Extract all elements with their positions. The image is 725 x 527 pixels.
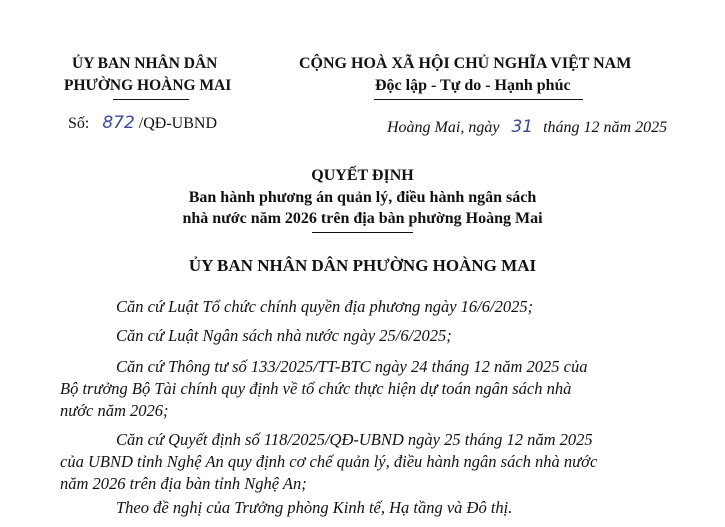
issue-date-prefix: Hoàng Mai, ngày: [387, 119, 500, 136]
document-number-label: Số:: [68, 115, 90, 132]
basis-line: nước năm 2026;: [60, 401, 169, 420]
basis-line: Căn cứ Luật Ngân sách nhà nước ngày 25/6/2025;: [116, 326, 452, 345]
issuer-name: ỦY BAN NHÂN DÂN: [72, 55, 218, 72]
basis-paragraph: [59, 325, 672, 347]
subtitle-underline: [312, 232, 413, 233]
issue-date-suffix: tháng 12 năm 2025: [543, 119, 668, 136]
basis-paragraph: [59, 497, 672, 519]
national-title: CỘNG HOÀ XÃ HỘI CHỦ NGHĨA VIỆT NAM: [299, 55, 632, 72]
document-number: [68, 113, 217, 133]
document-number-handwritten: 872: [102, 113, 135, 133]
decision-subtitle-line2: nhà nước năm 2026 trên địa bàn phường Hoàng Mai: [182, 210, 543, 227]
decision-subtitle-line1: Ban hành phương án quản lý, điều hành ngân sách: [188, 189, 537, 206]
issuer-underline: [113, 99, 189, 100]
issuer-ward: PHƯỜNG HOÀNG MAI: [64, 77, 232, 94]
basis-line: Căn cứ Luật Tổ chức chính quyền địa phương ngày 16/6/2025;: [116, 297, 534, 316]
basis-paragraph: [59, 296, 672, 318]
decision-title: QUYẾT ĐỊNH: [311, 167, 414, 184]
basis-line: Theo đề nghị của Trưởng phòng Kinh tế, Hạ tầng và Đô thị.: [116, 498, 513, 517]
issue-date-day-handwritten: 31: [511, 117, 534, 137]
motto-underline: [374, 99, 583, 100]
decision-issuer: ỦY BAN NHÂN DÂN PHƯỜNG HOÀNG MAI: [188, 256, 537, 275]
basis-line: năm 2026 trên địa bàn tỉnh Nghệ An;: [60, 474, 307, 493]
basis-line: Căn cứ Thông tư số 133/2025/TT-BTC ngày 24 tháng 12 năm 2025 của: [116, 357, 588, 376]
basis-line: Căn cứ Quyết định số 118/2025/QĐ-UBND ngày 25 tháng 12 năm 2025: [116, 430, 593, 449]
basis-line: Bộ trưởng Bộ Tài chính quy định về tổ chức thực hiện dự toán ngân sách nhà: [60, 379, 572, 398]
document-number-suffix: /QĐ-UBND: [138, 115, 218, 132]
basis-paragraph: [59, 356, 672, 422]
basis-line: của UBND tỉnh Nghệ An quy định cơ chế quản lý, điều hành ngân sách nhà nước: [60, 452, 598, 471]
national-motto: Độc lập - Tự do - Hạnh phúc: [375, 77, 571, 94]
basis-paragraph: [59, 429, 672, 495]
issue-date: [387, 117, 667, 137]
